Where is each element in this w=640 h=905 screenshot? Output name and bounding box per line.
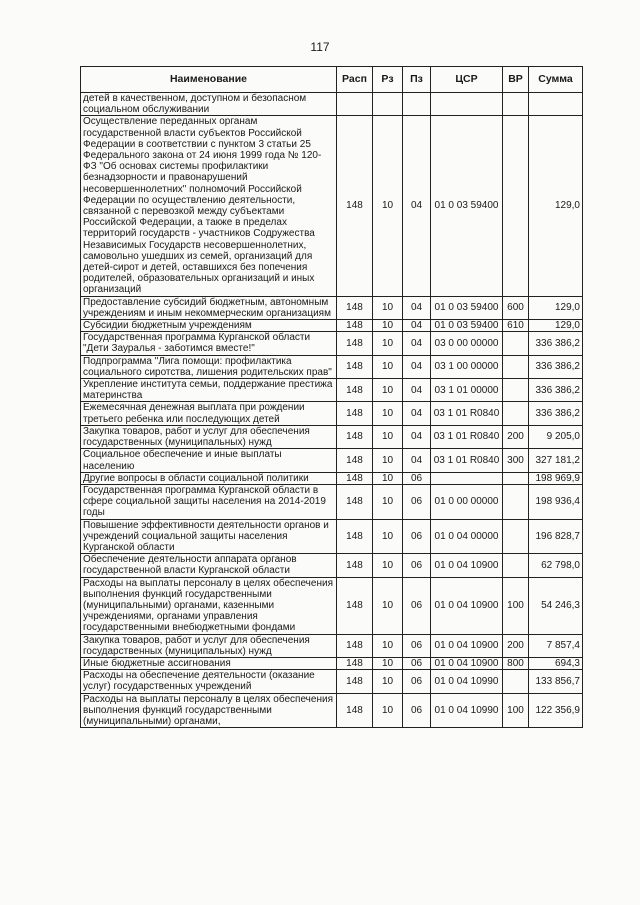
cell-rasp: 148	[337, 379, 373, 402]
cell-vr	[503, 484, 529, 519]
cell-rz: 10	[373, 693, 403, 728]
cell-csr: 01 0 03 59400	[431, 116, 503, 296]
cell-sum: 9 205,0	[529, 425, 583, 448]
cell-rz: 10	[373, 116, 403, 296]
cell-csr: 03 1 00 00000	[431, 355, 503, 378]
cell-name: Социальное обеспечение и иные выплаты населению	[81, 449, 337, 472]
table-row	[81, 320, 583, 332]
cell-sum	[529, 93, 583, 116]
cell-sum: 336 386,2	[529, 332, 583, 355]
cell-name: Подпрограмма "Лига помощи: профилактика социального сиротства, лишения родительских прав"	[81, 355, 337, 378]
cell-rasp: 148	[337, 554, 373, 577]
cell-rz: 10	[373, 484, 403, 519]
table-row	[81, 332, 583, 355]
cell-vr	[503, 402, 529, 425]
cell-vr: 200	[503, 425, 529, 448]
table-row	[81, 472, 583, 484]
table-row	[81, 519, 583, 554]
cell-sum: 196 828,7	[529, 519, 583, 554]
header-sum: Сумма	[529, 67, 583, 93]
cell-sum: 7 857,4	[529, 634, 583, 657]
cell-rasp: 148	[337, 472, 373, 484]
cell-name: Расходы на выплаты персоналу в целях обеспечения выполнения функций государственными (муниципальными) органами, казенными учреждениями, органами управления государственными внебюджетными фондами	[81, 577, 337, 634]
cell-name: Повышение эффективности деятельности органов и учреждений социальной защиты населения Курганской области	[81, 519, 337, 554]
header-pz: Пз	[403, 67, 431, 93]
header-vr: ВР	[503, 67, 529, 93]
cell-name: детей в качественном, доступном и безопасном социальном обслуживании	[81, 93, 337, 116]
cell-rz: 10	[373, 296, 403, 319]
table-row	[81, 484, 583, 519]
cell-name: Обеспечение деятельности аппарата органов государственной власти Курганской области	[81, 554, 337, 577]
cell-rasp: 148	[337, 577, 373, 634]
cell-vr: 100	[503, 693, 529, 728]
cell-pz: 06	[403, 670, 431, 693]
cell-csr: 03 1 01 R0840	[431, 402, 503, 425]
cell-name: Расходы на обеспечение деятельности (оказание услуг) государственных учреждений	[81, 670, 337, 693]
cell-vr	[503, 355, 529, 378]
cell-vr: 610	[503, 320, 529, 332]
cell-pz: 06	[403, 472, 431, 484]
cell-rz: 10	[373, 332, 403, 355]
cell-pz: 04	[403, 320, 431, 332]
cell-rz: 10	[373, 379, 403, 402]
cell-sum: 133 856,7	[529, 670, 583, 693]
cell-vr	[503, 670, 529, 693]
cell-pz: 06	[403, 554, 431, 577]
cell-name: Закупка товаров, работ и услуг для обеспечения государственных (муниципальных) нужд	[81, 425, 337, 448]
table-row	[81, 296, 583, 319]
cell-pz: 04	[403, 449, 431, 472]
cell-rz: 10	[373, 670, 403, 693]
header-row	[81, 67, 583, 93]
cell-pz: 04	[403, 355, 431, 378]
table-row	[81, 402, 583, 425]
cell-csr: 03 0 00 00000	[431, 332, 503, 355]
cell-pz	[403, 93, 431, 116]
cell-rasp: 148	[337, 296, 373, 319]
cell-rz: 10	[373, 449, 403, 472]
cell-sum: 336 386,2	[529, 379, 583, 402]
cell-vr	[503, 519, 529, 554]
table-row	[81, 634, 583, 657]
cell-name: Ежемесячная денежная выплата при рождении третьего ребенка или последующих детей	[81, 402, 337, 425]
cell-pz: 04	[403, 332, 431, 355]
cell-vr: 200	[503, 634, 529, 657]
cell-csr: 01 0 04 10990	[431, 670, 503, 693]
cell-pz: 04	[403, 116, 431, 296]
budget-table	[80, 66, 583, 728]
cell-pz: 06	[403, 484, 431, 519]
cell-sum: 327 181,2	[529, 449, 583, 472]
cell-csr: 01 0 04 10900	[431, 634, 503, 657]
cell-sum: 129,0	[529, 320, 583, 332]
table-row	[81, 116, 583, 296]
cell-pz: 06	[403, 634, 431, 657]
table-row	[81, 554, 583, 577]
cell-rasp: 148	[337, 657, 373, 669]
cell-pz: 06	[403, 577, 431, 634]
cell-csr: 03 1 01 R0840	[431, 425, 503, 448]
cell-pz: 06	[403, 657, 431, 669]
cell-rz: 10	[373, 554, 403, 577]
cell-name: Расходы на выплаты персоналу в целях обеспечения выполнения функций государственными (муниципальными) органами,	[81, 693, 337, 728]
cell-name: Другие вопросы в области социальной политики	[81, 472, 337, 484]
cell-name: Государственная программа Курганской области в сфере социальной защиты населения на 2014-2019 годы	[81, 484, 337, 519]
cell-rasp: 148	[337, 449, 373, 472]
cell-pz: 06	[403, 519, 431, 554]
cell-sum: 129,0	[529, 116, 583, 296]
cell-csr	[431, 472, 503, 484]
cell-sum: 336 386,2	[529, 402, 583, 425]
cell-csr: 01 0 04 10990	[431, 693, 503, 728]
cell-csr: 03 1 01 R0840	[431, 449, 503, 472]
cell-vr	[503, 93, 529, 116]
cell-name: Государственная программа Курганской области "Дети Зауралья - заботимся вместе!"	[81, 332, 337, 355]
table-row	[81, 355, 583, 378]
cell-name: Закупка товаров, работ и услуг для обеспечения государственных (муниципальных) нужд	[81, 634, 337, 657]
cell-rasp: 148	[337, 355, 373, 378]
cell-rasp	[337, 93, 373, 116]
page-number: 117	[310, 40, 330, 54]
cell-vr: 100	[503, 577, 529, 634]
cell-vr	[503, 472, 529, 484]
cell-rasp: 148	[337, 332, 373, 355]
cell-pz: 04	[403, 425, 431, 448]
cell-rz: 10	[373, 425, 403, 448]
header-csr: ЦСР	[431, 67, 503, 93]
cell-rasp: 148	[337, 634, 373, 657]
cell-csr: 01 0 03 59400	[431, 296, 503, 319]
cell-csr: 01 0 00 00000	[431, 484, 503, 519]
cell-csr: 01 0 04 10900	[431, 554, 503, 577]
cell-sum: 694,3	[529, 657, 583, 669]
header-rasp: Расп	[337, 67, 373, 93]
cell-pz: 04	[403, 402, 431, 425]
cell-vr: 600	[503, 296, 529, 319]
cell-csr: 01 0 04 10900	[431, 657, 503, 669]
header-rz: Рз	[373, 67, 403, 93]
cell-sum: 122 356,9	[529, 693, 583, 728]
cell-vr	[503, 116, 529, 296]
cell-vr	[503, 379, 529, 402]
cell-sum: 62 798,0	[529, 554, 583, 577]
cell-rz: 10	[373, 320, 403, 332]
cell-sum: 198 969,9	[529, 472, 583, 484]
cell-rasp: 148	[337, 519, 373, 554]
table-row	[81, 670, 583, 693]
cell-rz: 10	[373, 402, 403, 425]
table-row	[81, 449, 583, 472]
cell-rasp: 148	[337, 116, 373, 296]
table-row	[81, 379, 583, 402]
cell-sum: 198 936,4	[529, 484, 583, 519]
cell-vr: 300	[503, 449, 529, 472]
cell-sum: 129,0	[529, 296, 583, 319]
cell-vr	[503, 554, 529, 577]
cell-sum: 54 246,3	[529, 577, 583, 634]
cell-pz: 04	[403, 379, 431, 402]
cell-vr	[503, 332, 529, 355]
cell-csr: 03 1 01 00000	[431, 379, 503, 402]
cell-rasp: 148	[337, 693, 373, 728]
table-row	[81, 577, 583, 634]
header-name: Наименование	[81, 67, 337, 93]
cell-rz	[373, 93, 403, 116]
cell-pz: 04	[403, 296, 431, 319]
cell-rz: 10	[373, 577, 403, 634]
cell-rasp: 148	[337, 670, 373, 693]
cell-name: Предоставление субсидий бюджетным, автономным учреждениям и иным некоммерческим организациям	[81, 296, 337, 319]
cell-name: Укрепление института семьи, поддержание престижа материнства	[81, 379, 337, 402]
cell-name: Осуществление переданных органам государственной власти субъектов Российской Федерации в соответствии с пунктом 3 статьи 25 Федерального закона от 24 июня 1999 года № 120-ФЗ "Об основах системы профилактики безнадзорности и правонарушений несовершеннолетних" полномочий Российской Федерации по осуществлению деятельности, связанной с перевозкой между субъектами Российской Федерации, а также в пределах территорий государств - участников Содружества Независимых Государств несовершеннолетних, самовольно ушедших из семей, организаций для детей-сирот и детей, оставшихся без попечения родителей, образовательных организаций и иных организаций	[81, 116, 337, 296]
cell-rz: 10	[373, 634, 403, 657]
cell-name: Субсидии бюджетным учреждениям	[81, 320, 337, 332]
cell-rasp: 148	[337, 320, 373, 332]
cell-csr	[431, 93, 503, 116]
table-row	[81, 657, 583, 669]
cell-rz: 10	[373, 472, 403, 484]
table-row	[81, 425, 583, 448]
cell-rasp: 148	[337, 402, 373, 425]
cell-rz: 10	[373, 519, 403, 554]
cell-rasp: 148	[337, 484, 373, 519]
cell-csr: 01 0 03 59400	[431, 320, 503, 332]
cell-csr: 01 0 04 00000	[431, 519, 503, 554]
cell-csr: 01 0 04 10900	[431, 577, 503, 634]
cell-sum: 336 386,2	[529, 355, 583, 378]
table-row	[81, 93, 583, 116]
cell-rz: 10	[373, 355, 403, 378]
cell-rasp: 148	[337, 425, 373, 448]
cell-pz: 06	[403, 693, 431, 728]
table-row	[81, 693, 583, 728]
cell-name: Иные бюджетные ассигнования	[81, 657, 337, 669]
cell-vr: 800	[503, 657, 529, 669]
cell-rz: 10	[373, 657, 403, 669]
